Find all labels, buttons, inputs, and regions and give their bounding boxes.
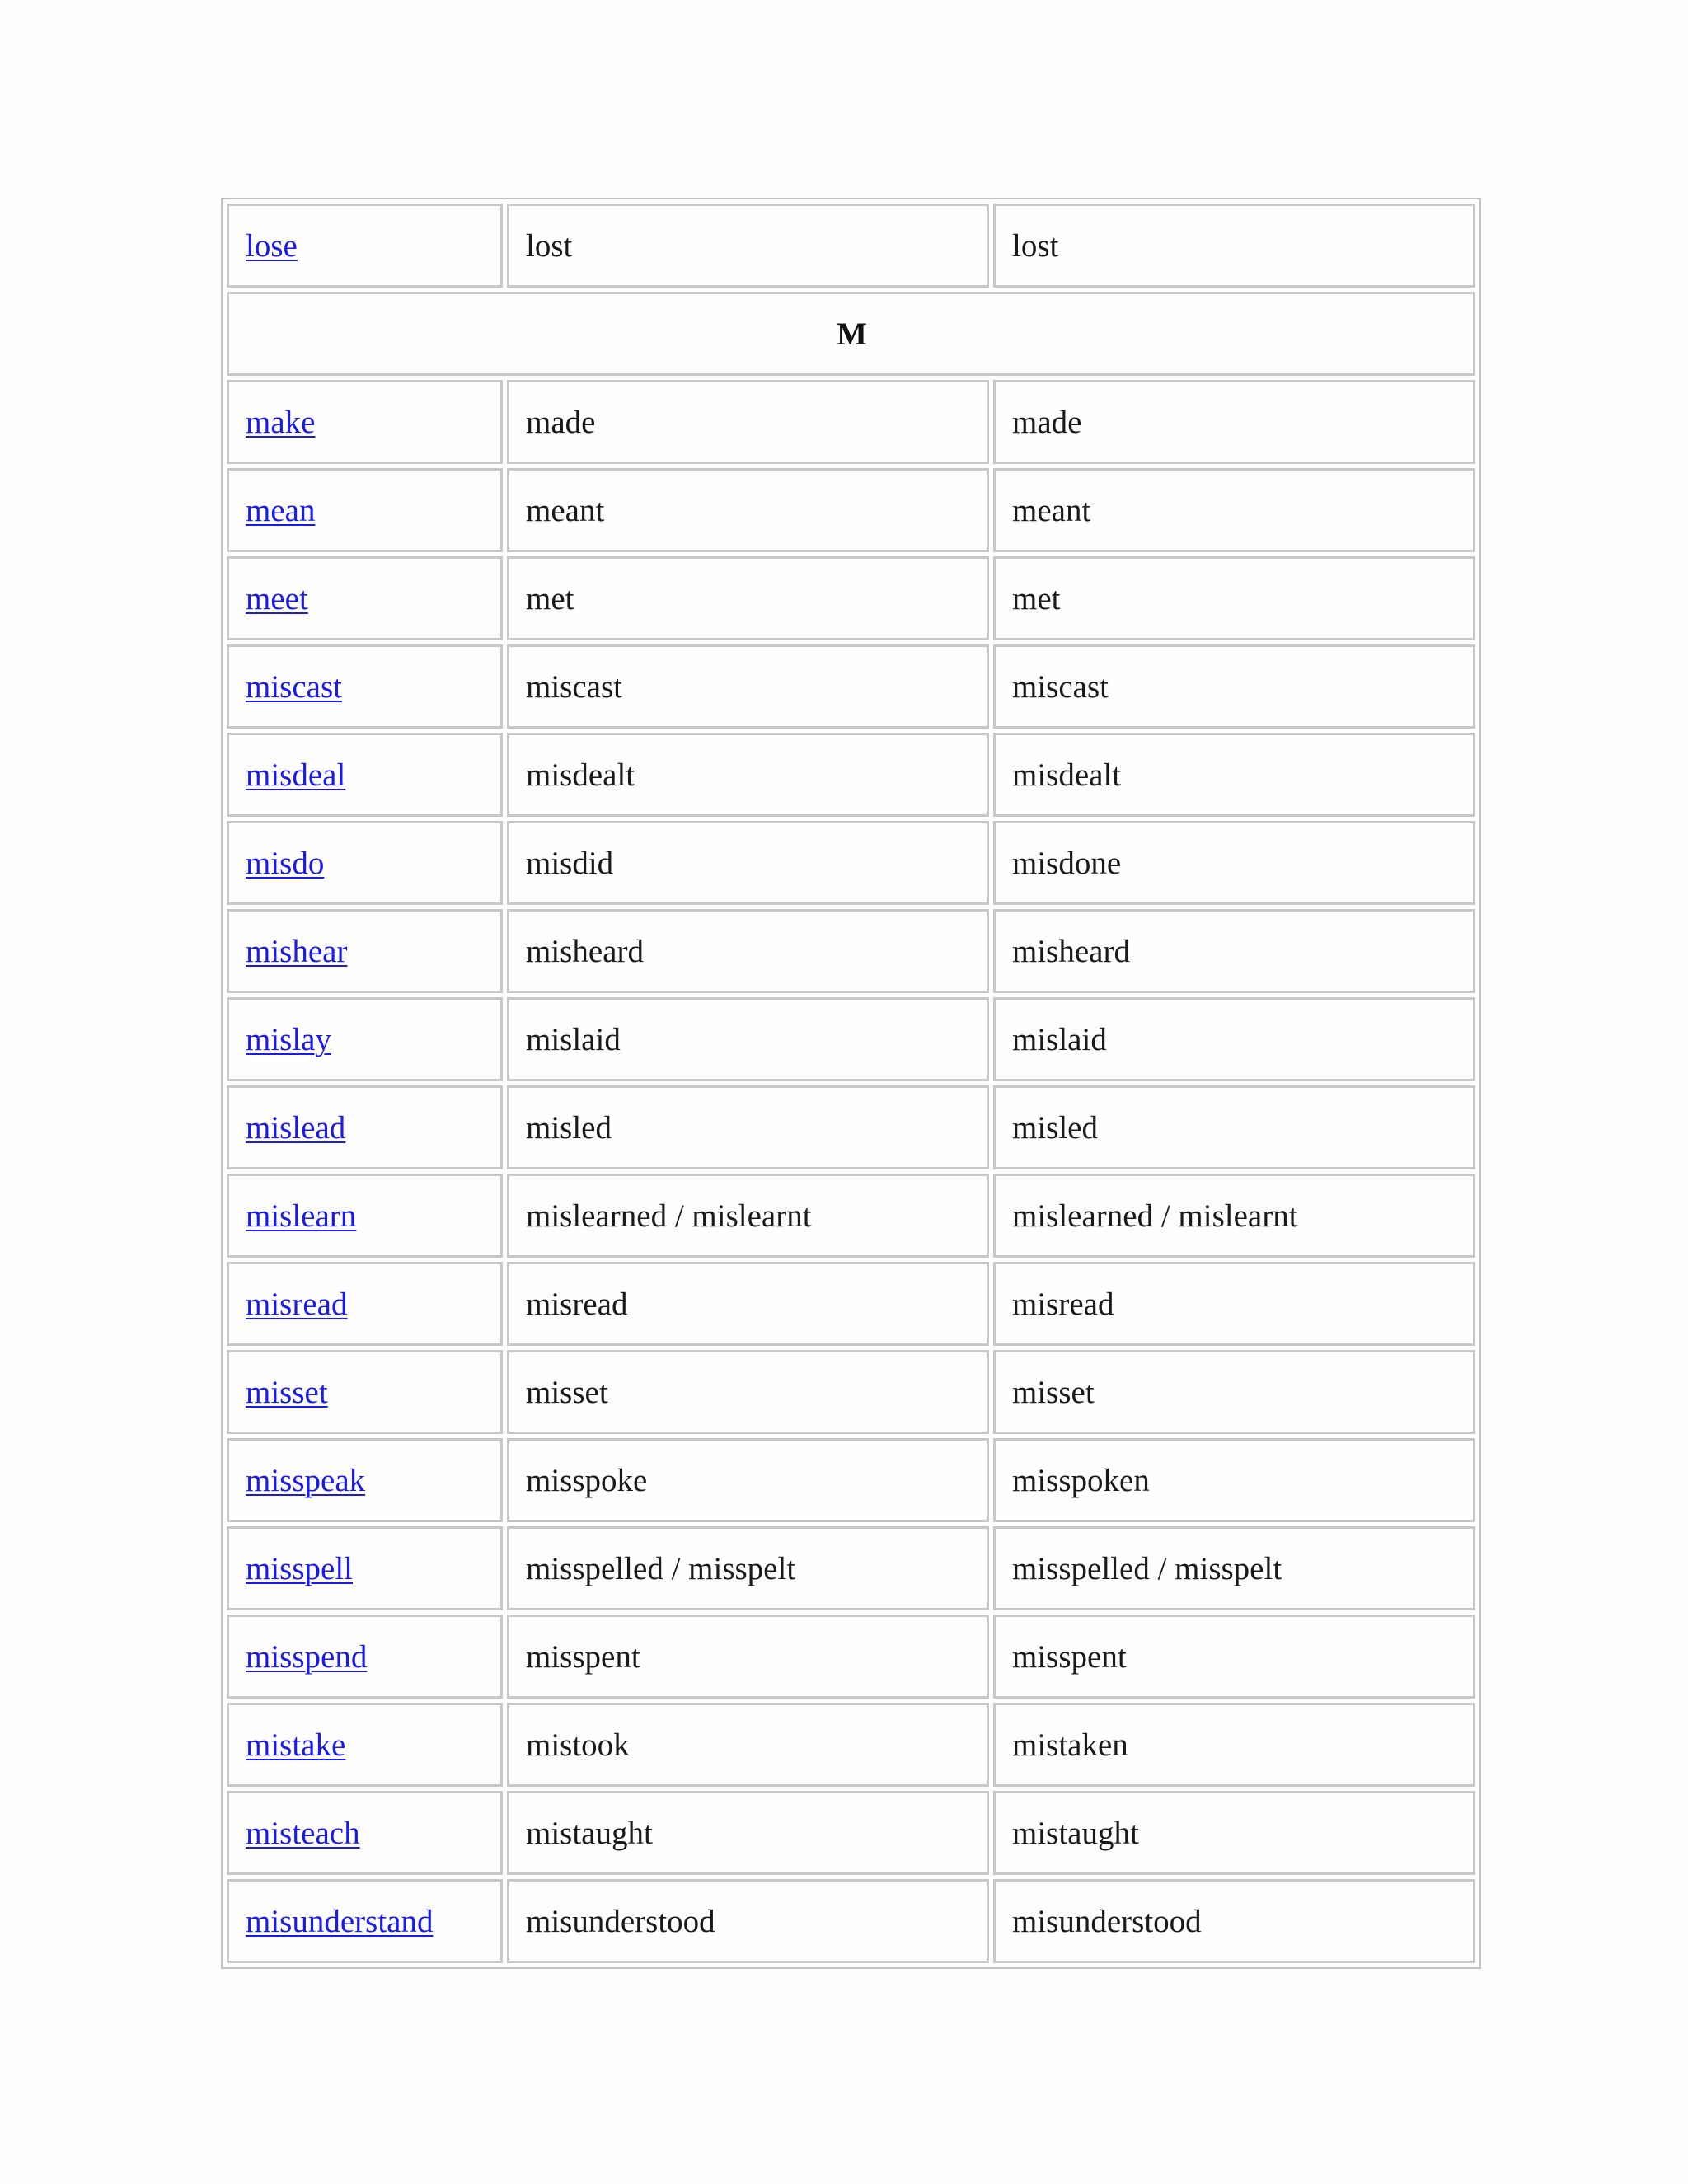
verb-row [227,1174,1475,1258]
verb-link[interactable]: misunderstand [246,1903,434,1939]
verb-row [227,1438,1475,1522]
past-simple-cell: misset [507,1350,989,1434]
base-form-cell [227,468,503,552]
verb-row [227,909,1475,993]
verb-row [227,1703,1475,1787]
base-form-cell [227,1703,503,1787]
past-simple-cell: lost [507,204,989,288]
base-form-cell [227,204,503,288]
past-participle-cell: misheard [993,909,1475,993]
past-participle-cell: meant [993,468,1475,552]
verb-row [227,733,1475,817]
base-form-cell [227,1438,503,1522]
past-participle-cell: misunderstood [993,1879,1475,1963]
base-form-cell [227,1791,503,1875]
base-form-cell [227,1526,503,1610]
verb-link[interactable]: mislead [246,1109,346,1146]
base-form-cell [227,644,503,729]
past-simple-cell: met [507,556,989,640]
verb-link[interactable]: lose [246,227,298,264]
verb-link[interactable]: misread [246,1286,348,1322]
past-participle-cell: misspelled / misspelt [993,1526,1475,1610]
past-simple-cell: mistook [507,1703,989,1787]
section-header-row [227,292,1475,376]
verb-row [227,1791,1475,1875]
verb-link[interactable]: miscast [246,668,342,705]
past-simple-cell: mislearned / mislearnt [507,1174,989,1258]
past-simple-cell: meant [507,468,989,552]
past-simple-cell: misunderstood [507,1879,989,1963]
verb-row [227,380,1475,464]
verb-row [227,1085,1475,1169]
past-simple-cell: made [507,380,989,464]
past-participle-cell: lost [993,204,1475,288]
base-form-cell [227,380,503,464]
base-form-cell [227,556,503,640]
verb-row [227,1879,1475,1963]
past-simple-cell: misspelled / misspelt [507,1526,989,1610]
past-simple-cell: miscast [507,644,989,729]
verb-row [227,821,1475,905]
past-participle-cell: misset [993,1350,1475,1434]
past-simple-cell: misread [507,1262,989,1346]
past-simple-cell: misspoke [507,1438,989,1522]
verb-row [227,204,1475,288]
base-form-cell [227,733,503,817]
section-letter: M [227,292,1475,376]
verb-link[interactable]: make [246,404,316,440]
base-form-cell [227,1615,503,1699]
verb-row [227,997,1475,1081]
past-participle-cell: miscast [993,644,1475,729]
past-participle-cell: mistaken [993,1703,1475,1787]
base-form-cell [227,1350,503,1434]
base-form-cell [227,909,503,993]
verb-link[interactable]: mislay [246,1021,331,1057]
past-participle-cell: made [993,380,1475,464]
verb-link[interactable]: misteach [246,1815,360,1851]
past-simple-cell: mislaid [507,997,989,1081]
past-participle-cell: misdone [993,821,1475,905]
verb-link[interactable]: misdo [246,845,325,881]
verb-link[interactable]: mishear [246,933,348,969]
past-simple-cell: misdealt [507,733,989,817]
past-participle-cell: mistaught [993,1791,1475,1875]
verb-link[interactable]: misspell [246,1550,354,1586]
past-participle-cell: misspent [993,1615,1475,1699]
past-simple-cell: misdid [507,821,989,905]
verb-link[interactable]: mistake [246,1727,346,1763]
verb-row [227,644,1475,729]
irregular-verbs-table [221,198,1481,1969]
base-form-cell [227,1085,503,1169]
verb-link[interactable]: misset [246,1374,328,1410]
past-participle-cell: misspoken [993,1438,1475,1522]
verb-link[interactable]: meet [246,580,308,616]
verb-link[interactable]: misdeal [246,757,346,793]
verb-table-body [227,204,1475,1963]
verb-row [227,1615,1475,1699]
verb-row [227,468,1475,552]
verb-row [227,556,1475,640]
base-form-cell [227,1174,503,1258]
base-form-cell [227,1879,503,1963]
verb-link[interactable]: mislearn [246,1197,357,1234]
past-simple-cell: misled [507,1085,989,1169]
base-form-cell [227,997,503,1081]
verb-link[interactable]: misspend [246,1638,368,1675]
past-participle-cell: misled [993,1085,1475,1169]
past-simple-cell: misheard [507,909,989,993]
base-form-cell [227,1262,503,1346]
past-participle-cell: mislaid [993,997,1475,1081]
verb-row [227,1262,1475,1346]
past-simple-cell: misspent [507,1615,989,1699]
verb-row [227,1350,1475,1434]
base-form-cell [227,821,503,905]
past-participle-cell: mislearned / mislearnt [993,1174,1475,1258]
past-participle-cell: misread [993,1262,1475,1346]
verb-link[interactable]: misspeak [246,1462,366,1498]
past-simple-cell: mistaught [507,1791,989,1875]
past-participle-cell: misdealt [993,733,1475,817]
verb-link[interactable]: mean [246,492,316,528]
past-participle-cell: met [993,556,1475,640]
verb-row [227,1526,1475,1610]
